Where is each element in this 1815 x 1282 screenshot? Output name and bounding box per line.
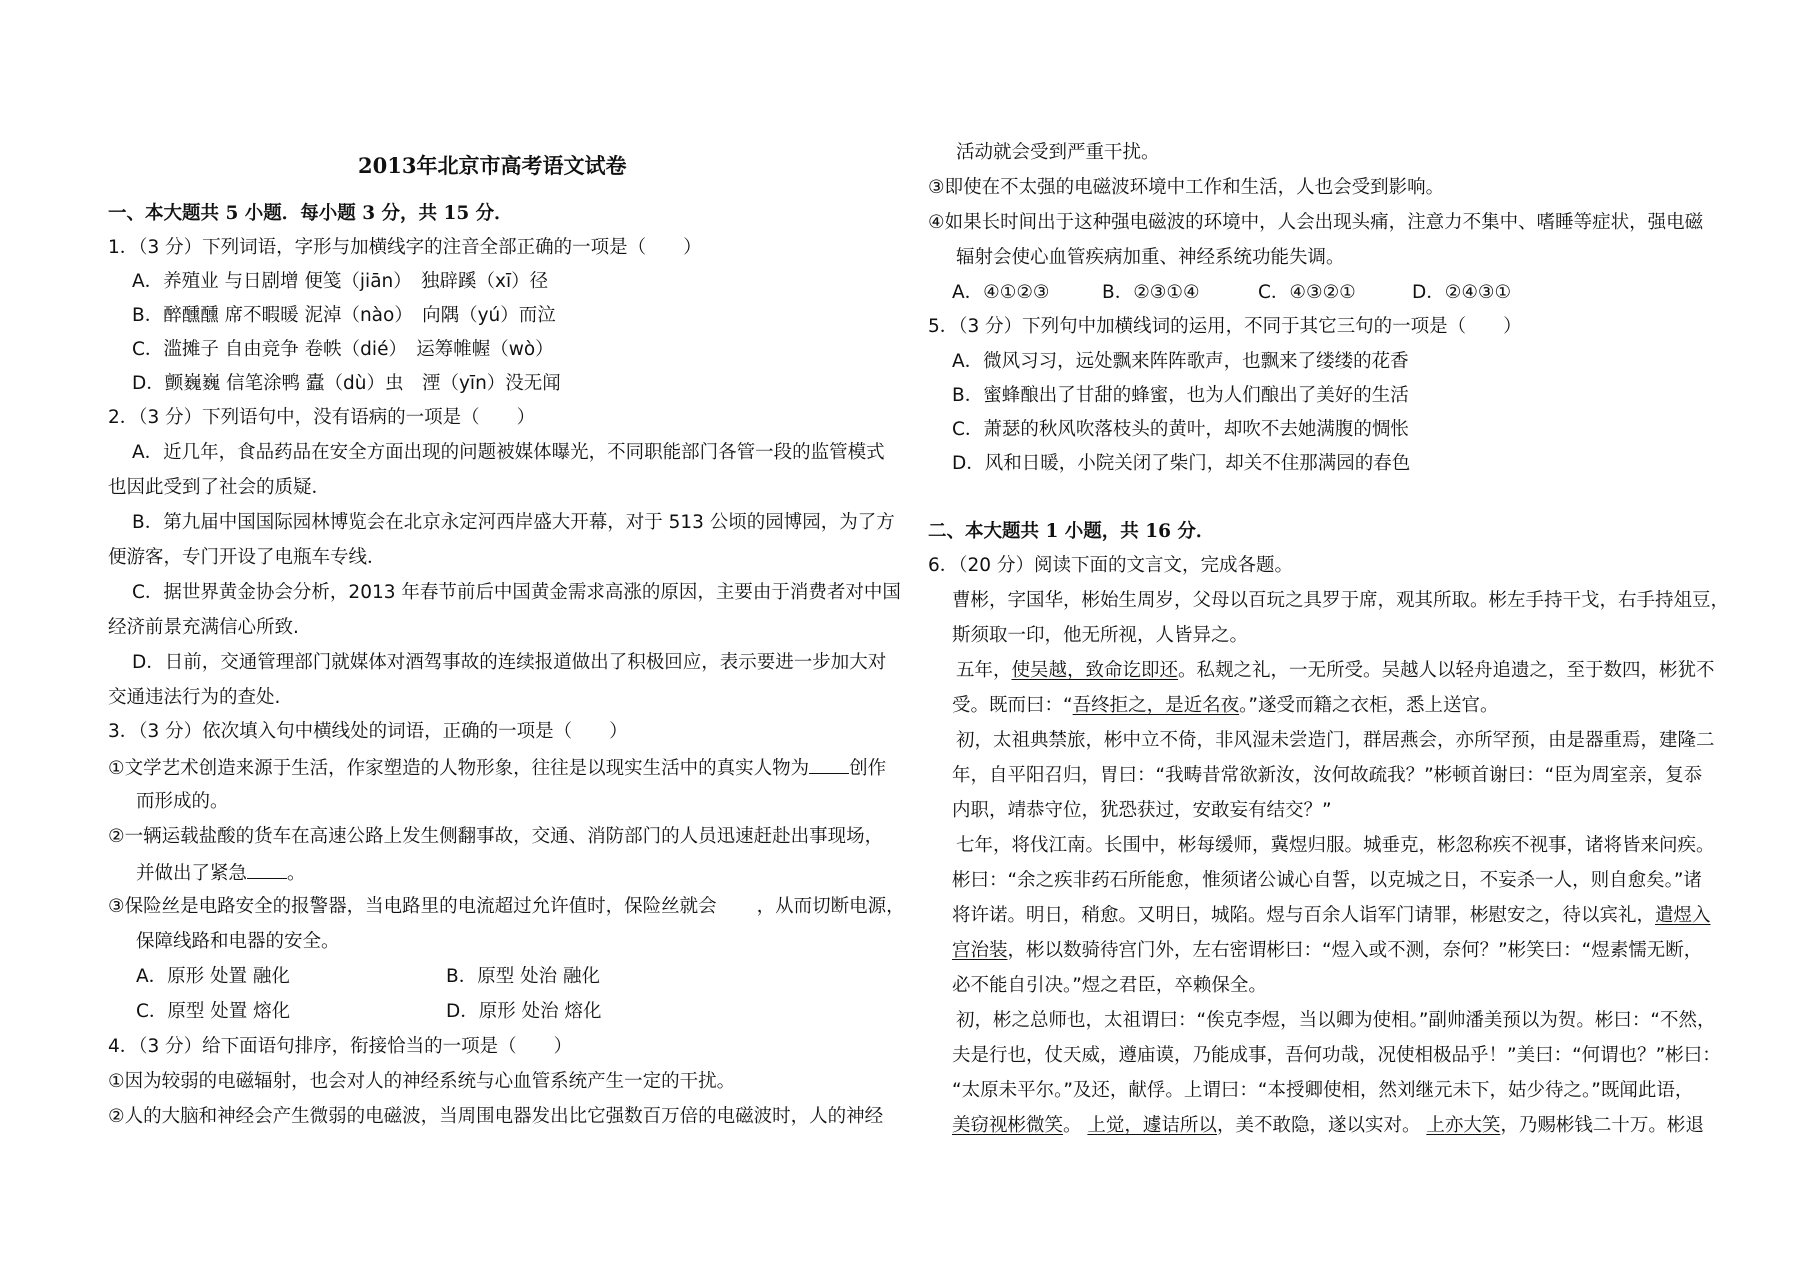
q3-option-c: C．原型 处置 熔化	[136, 1001, 291, 1022]
q5-option-a: A．微风习习，远处飘来阵阵歌声，也飘来了缕缕的花香	[952, 351, 1409, 372]
q1-stem: 1．（3 分）下列词语，字形与加横线字的注音全部正确的一项是（ ）	[108, 237, 702, 258]
q4-sentence-4-line2: 辐射会使心血管疾病加重、神经系统功能失调。	[956, 247, 1345, 268]
q3-sentence-3	[108, 895, 905, 919]
q2-option-d-line2: 交通违法行为的查处.	[108, 687, 281, 708]
q3-option-d: D．原形 处治 熔化	[446, 1001, 602, 1022]
underlined-sentence-1: 使吴越，致命讫即还	[1011, 660, 1179, 681]
underlined-sentence-2: 吾终拒之，是近名夜	[1072, 695, 1240, 716]
q2-option-a-line1: A．近几年，食品药品在安全方面出现的问题被媒体曝光，不同职能部门各管一段的监管模式	[132, 442, 885, 463]
q4-option-a: A．④①②③	[952, 282, 1050, 303]
q5-option-c: C．萧瑟的秋风吹落枝头的黄叶，却吹不去她满腹的惆怅	[952, 419, 1409, 440]
q2-option-a-line2: 也因此受到了社会的质疑．	[108, 477, 331, 498]
q3-sentence-1-line2: 而形成的。	[136, 791, 229, 812]
q6-para2-line2	[952, 694, 1498, 718]
text-span: 。	[1063, 1115, 1082, 1136]
q3-s2-text: 并做出了紧急	[136, 863, 248, 884]
q5-stem: 5．（3 分）下列句中加横线词的运用，不同于其它三句的一项是（ ）	[928, 316, 1522, 337]
q2-option-c-line2: 经济前景充满信心所致.	[108, 617, 299, 638]
q5-option-b: B．蜜蜂酿出了甘甜的蜂蜜，也为人们酿出了美好的生活	[952, 385, 1409, 406]
q4-sentence-4: ④如果长时间出于这种强电磁波的环境中，人会出现头痛，注意力不集中、嗜睡等症状，强电磁	[928, 212, 1704, 233]
q3-s1-tail: 创作	[849, 758, 887, 779]
q1-option-a: A．养殖业 与日剧增 便笺（jiān） 独辟蹊（xī）径	[132, 271, 549, 292]
q4-stem: 4．（3 分）给下面语句排序，衔接恰当的一项是（ ）	[108, 1036, 573, 1057]
q6-para1-line2: 斯须取一印，他无所视，人皆异之。	[952, 625, 1249, 646]
underlined-sentence-4: 美窃视彬微笑	[952, 1115, 1064, 1136]
q3-option-a: A．原形 处置 融化	[136, 966, 290, 987]
q5-option-d: D．风和日暖，小院关闭了柴门，却关不住那满园的春色	[952, 453, 1411, 474]
q2-stem: 2．（3 分）下列语句中，没有语病的一项是（ ）	[108, 407, 536, 428]
q4-sentence-3: ③即使在不太强的电磁波环境中工作和生活，人也会受到影响。	[928, 177, 1445, 198]
text-span: 五年，	[956, 660, 1012, 681]
q6-para3-line1: 初，太祖典禁旅，彬中立不倚，非风湿未尝造门，群居燕会，亦所罕预，由是器重焉，建隆二	[956, 730, 1715, 751]
q4-sentence-2: ②人的大脑和神经会产生微弱的电磁波，当周围电器发出比它强数百万倍的电磁波时，人的神经	[108, 1106, 884, 1127]
q3-s1-text: ①文学艺术创造来源于生活，作家塑造的人物形象，往往是以现实生活中的真实人物为	[108, 758, 810, 779]
q3-option-b: B．原型 处治 融化	[446, 966, 600, 987]
q1-option-b: B．醉醺醺 席不暇暖 泥淖（nào） 向隅（yú）而泣	[132, 305, 556, 326]
q6-para5-line1: 初，彬之总师也，太祖谓曰：“俟克李煜，当以卿为使相。”副帅潘美预以为贺。彬曰：“不然，	[956, 1010, 1716, 1031]
q6-para5-line3: “太原未平尔。”及还，献俘。上谓曰：“本授卿使相，然刘继元未下，姑少待之。”既闻此语，	[952, 1080, 1694, 1101]
q3-blank-1	[809, 755, 849, 774]
q3-sentence-2: ②一辆运载盐酸的货车在高速公路上发生侧翻事故，交通、消防部门的人员迅速赶赴出事现场，	[108, 826, 884, 847]
q6-para4-line4	[952, 939, 1702, 963]
q6-para4-line3	[952, 904, 1711, 928]
q4-sentence-1: ①因为较弱的电磁辐射，也会对人的神经系统与心血管系统产生一定的干扰。	[108, 1071, 736, 1092]
text-span: ，彬以数骑待宫门外，左右密谓彬曰：“煜入或不测，奈何？”彬笑曰：“煜素懦无断，	[1007, 940, 1703, 961]
q4-option-b: B．②③①④	[1102, 282, 1200, 303]
q4-option-d: D．②④③①	[1412, 282, 1512, 303]
q6-para4-line5: 必不能自引决。”煜之君臣，卒赖保全。	[952, 975, 1267, 996]
q2-option-d-line1: D．日前，交通管理部门就媒体对酒驾事故的连续报道做出了积极回应，表示要进一步加大对	[132, 652, 887, 673]
q3-sentence-3-line2: 保障线路和电器的安全。	[136, 931, 340, 952]
q6-stem: 6．（20 分）阅读下面的文言文，完成各题。	[928, 555, 1293, 576]
q6-para3-line3: 内职，靖恭守位，犹恐获过，安敢妄有结交？”	[952, 800, 1332, 821]
q6-para1-line1: 曹彬，字国华，彬始生周岁，父母以百玩之具罗于席，观其所取。彬左手持干戈，右手持俎豆，	[952, 590, 1730, 611]
q3-sentence-1	[108, 755, 886, 781]
underlined-sentence-6: 上亦大笑	[1426, 1115, 1501, 1136]
underlined-sentence-5: 上觉，遽诘所以	[1087, 1115, 1217, 1136]
q3-s3-text: ③保险丝是电路安全的报警器，当电路里的电流超过允许值时，保险丝就会	[108, 896, 717, 917]
section-2-heading: 二、本大题共 1 小题，共 16 分．	[928, 521, 1215, 542]
text-span: ，美不敢隐，遂以实对。	[1216, 1115, 1421, 1136]
text-span: 。”遂受而籍之衣柜，悉上送官。	[1239, 695, 1499, 716]
text-span: 将许诺。明日，稍愈。又明日，城陷。煜与百余人诣军门请罪，彬慰安之，待以宾礼，	[952, 905, 1656, 926]
underlined-sentence-3a: 遣煜入	[1655, 905, 1711, 926]
q1-option-c: C．滥摊子 自由竞争 卷帙（dié） 运筹帷幄（wò）	[132, 339, 554, 360]
text-span: 。私觌之礼，一无所受。吴越人以轻舟追遗之，至于数四，彬犹不	[1178, 660, 1715, 681]
q6-para5-line4	[952, 1114, 1704, 1138]
underlined-sentence-3b: 宫治装	[952, 940, 1008, 961]
page-title: 2013年北京市高考语文试卷	[358, 153, 627, 178]
q3-blank-2	[247, 860, 287, 879]
q3-stem: 3．（3 分）依次填入句中横线处的词语，正确的一项是（ ）	[108, 721, 628, 742]
q6-para5-line2: 夫是行也，仗天威，遵庙谟，乃能成事，吾何功哉，况使相极品乎！”美曰：“何谓也？”彬曰：	[952, 1045, 1721, 1066]
q6-para2-line1	[956, 659, 1715, 683]
q3-s2-tail: 。	[287, 863, 306, 884]
q3-s3-tail: ，从而切断电源，	[756, 896, 905, 917]
q3-sentence-2-line2	[136, 860, 306, 886]
q6-para4-line2: 彬曰：“余之疾非药石所能愈，惟须诸公诚心自誓，以克城之日，不妄杀一人，则自愈矣。”诸	[952, 870, 1702, 891]
text-span: 受。既而曰：“	[952, 695, 1073, 716]
text-span: ，乃赐彬钱二十万。彬退	[1500, 1115, 1704, 1136]
q4-sentence-2-line2: 活动就会受到严重干扰。	[956, 142, 1160, 163]
section-1-heading: 一、本大题共 5 小题．每小题 3 分，共 15 分．	[108, 203, 513, 224]
q2-option-b-line2: 便游客，专门开设了电瓶车专线．	[108, 547, 386, 568]
q2-option-c-line1: C．据世界黄金协会分析，2013 年春节前后中国黄金需求高涨的原因，主要由于消费者对中国	[132, 582, 901, 603]
q6-para3-line2: 年，自平阳召归，胃曰：“我畴昔常欲新汝，汝何故疏我？”彬顿首谢曰：“臣为周室亲，复忝	[952, 765, 1703, 786]
q6-para4-line1: 七年，将伐江南。长围中，彬每缓师，冀煜归服。城垂克，彬忽称疾不视事，诸将皆来问疾。	[956, 835, 1715, 856]
q2-option-b-line1: B．第九届中国国际园林博览会在北京永定河西岸盛大开幕，对于 513 公顷的园博园，为了方	[132, 512, 895, 533]
q1-option-d: D．颤巍巍 信笔涂鸭 蠹（dù）虫 湮（yīn）没无闻	[132, 373, 561, 394]
q4-option-c: C．④③②①	[1258, 282, 1356, 303]
